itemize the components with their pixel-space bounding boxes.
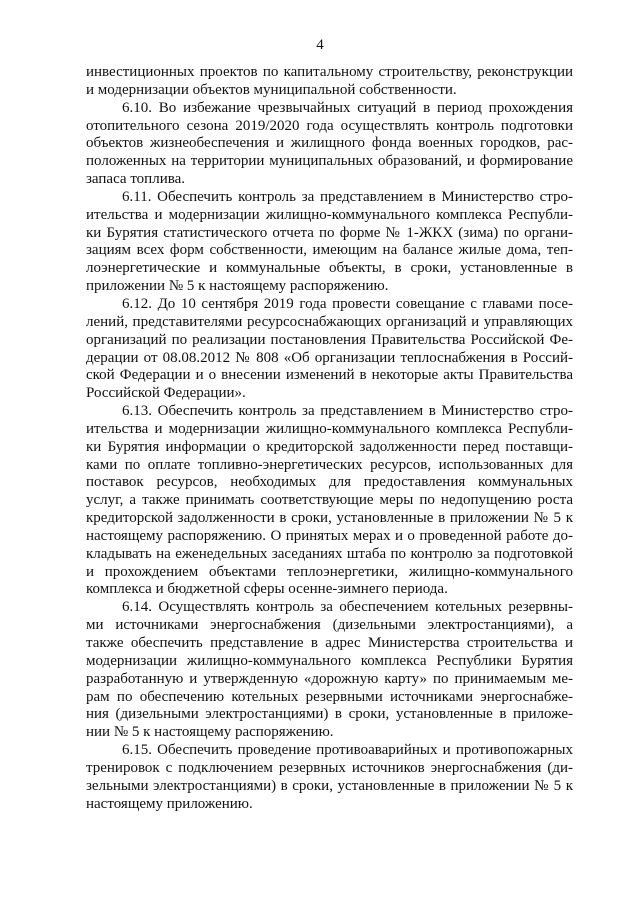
text-line: ительства и модернизации жилищно-коммунального комплекса Республи- xyxy=(86,206,573,223)
text-line: ки Бурятия статистического отчета по форме № 1-ЖКХ (зима) по органи- xyxy=(86,224,573,241)
text-line: ки Бурятия информации о кредиторской задолженности перед поставщи- xyxy=(86,438,573,455)
text-line: положенных на территории муниципальных образований, и формирование xyxy=(86,153,573,170)
text-line: модернизации жилищно-коммунального комплекса Республики Бурятия xyxy=(86,652,573,669)
text-line: кредиторской задолженности в сроки, установленные в приложении № 5 к xyxy=(86,510,573,527)
text-line: запаса топлива. xyxy=(86,171,186,188)
text-line: и прохождением объектами теплоэнергетики, жилищно-коммунального xyxy=(86,563,573,580)
text-line: нии № 5 к настоящему распоряжению. xyxy=(86,724,334,741)
text-line: зельными электростанциями) в сроки, установленные в приложении № 5 к xyxy=(86,777,573,794)
document-body xyxy=(86,64,573,813)
text-line: Российской Федерации». xyxy=(86,385,246,402)
text-line: лоэнергетические и коммунальные объекты, в сроки, установленные в xyxy=(86,260,573,277)
text-line: рам по обеспечению котельных резервными источниками энергоснабже- xyxy=(86,688,573,705)
text-line: 6.12. До 10 сентября 2019 года провести совещание с главами посе- xyxy=(122,295,573,312)
paragraph-6-15 xyxy=(86,742,573,813)
text-line: услуг, а также принимать соответствующие меры по недопущению роста xyxy=(86,492,573,509)
text-line: 6.14. Осуществлять контроль за обеспечением котельных резервны- xyxy=(122,599,573,616)
text-line: объектов жизнеобеспечения и жилищного фонда военных городков, рас- xyxy=(86,135,573,152)
text-line: комплекса и бюджетной сферы осенне-зимнего периода. xyxy=(86,581,448,598)
text-line: и модернизации объектов муниципальной собственности. xyxy=(86,81,457,98)
text-line: ками по оплате топливно-энергетических ресурсов, использованных для xyxy=(86,456,573,473)
paragraph-cont xyxy=(86,64,573,100)
text-line: 6.11. Обеспечить контроль за представлением в Министерство стро- xyxy=(122,188,573,205)
text-line: тренировок с подключением резервных источников энергоснабжения (ди- xyxy=(86,759,573,776)
text-line: дерации от 08.08.2012 № 808 «Об организации теплоснабжения в Россий- xyxy=(86,349,573,366)
text-line: приложении № 5 к настоящему распоряжению. xyxy=(86,278,389,295)
text-line: 6.13. Обеспечить контроль за представлением в Министерство стро- xyxy=(122,403,573,420)
text-line: настоящему приложению. xyxy=(86,795,253,812)
text-line: также обеспечить представление в адрес Министерства строительства и xyxy=(86,635,573,651)
text-line: ительства и модернизации жилищно-коммунального комплекса Республи- xyxy=(86,420,573,437)
text-line: организаций по реализации постановления Правительства Российской Фе- xyxy=(86,331,573,348)
page-number: 4 xyxy=(316,37,324,53)
text-line: отопительного сезона 2019/2020 года осуществлять контроль подготовки xyxy=(86,117,573,134)
text-line: ской Федерации и о внесении изменений в некоторые акты Правительства xyxy=(86,367,573,384)
text-line: зациям всех форм собственности, имеющим на балансе жилые дома, теп- xyxy=(86,242,573,259)
text-line: 6.10. Во избежание чрезвычайных ситуаций в период прохождения xyxy=(122,99,573,116)
paragraph-6-13 xyxy=(86,403,573,599)
text-line: поставок ресурсов, необходимых для предоставления коммунальных xyxy=(86,474,573,491)
paragraph-6-10 xyxy=(86,100,573,189)
text-line: кладывать на еженедельных заседаниях штаба по контролю за подготовкой xyxy=(86,545,573,562)
text-line: лений, представителями ресурсоснабжающих организаций и управляющих xyxy=(86,313,573,330)
paragraph-6-11 xyxy=(86,189,573,296)
paragraph-6-14 xyxy=(86,599,573,742)
text-line: настоящему распоряжению. О принятых мерах и о проведенной работе до- xyxy=(86,527,573,544)
text-line: разработанную и утвержденную «дорожную карту» по принимаемым ме- xyxy=(86,670,573,687)
text-line: ния (дизельными электростанциями) в сроки, установленные в приложе- xyxy=(86,706,573,723)
text-line: инвестиционных проектов по капитальному строительству, реконструкции xyxy=(86,64,573,80)
paragraph-6-12 xyxy=(86,296,573,403)
text-line: 6.15. Обеспечить проведение противоаварийных и противопожарных xyxy=(122,742,573,759)
text-line: ми источниками энергоснабжения (дизельными электростанциями), а xyxy=(86,617,573,634)
